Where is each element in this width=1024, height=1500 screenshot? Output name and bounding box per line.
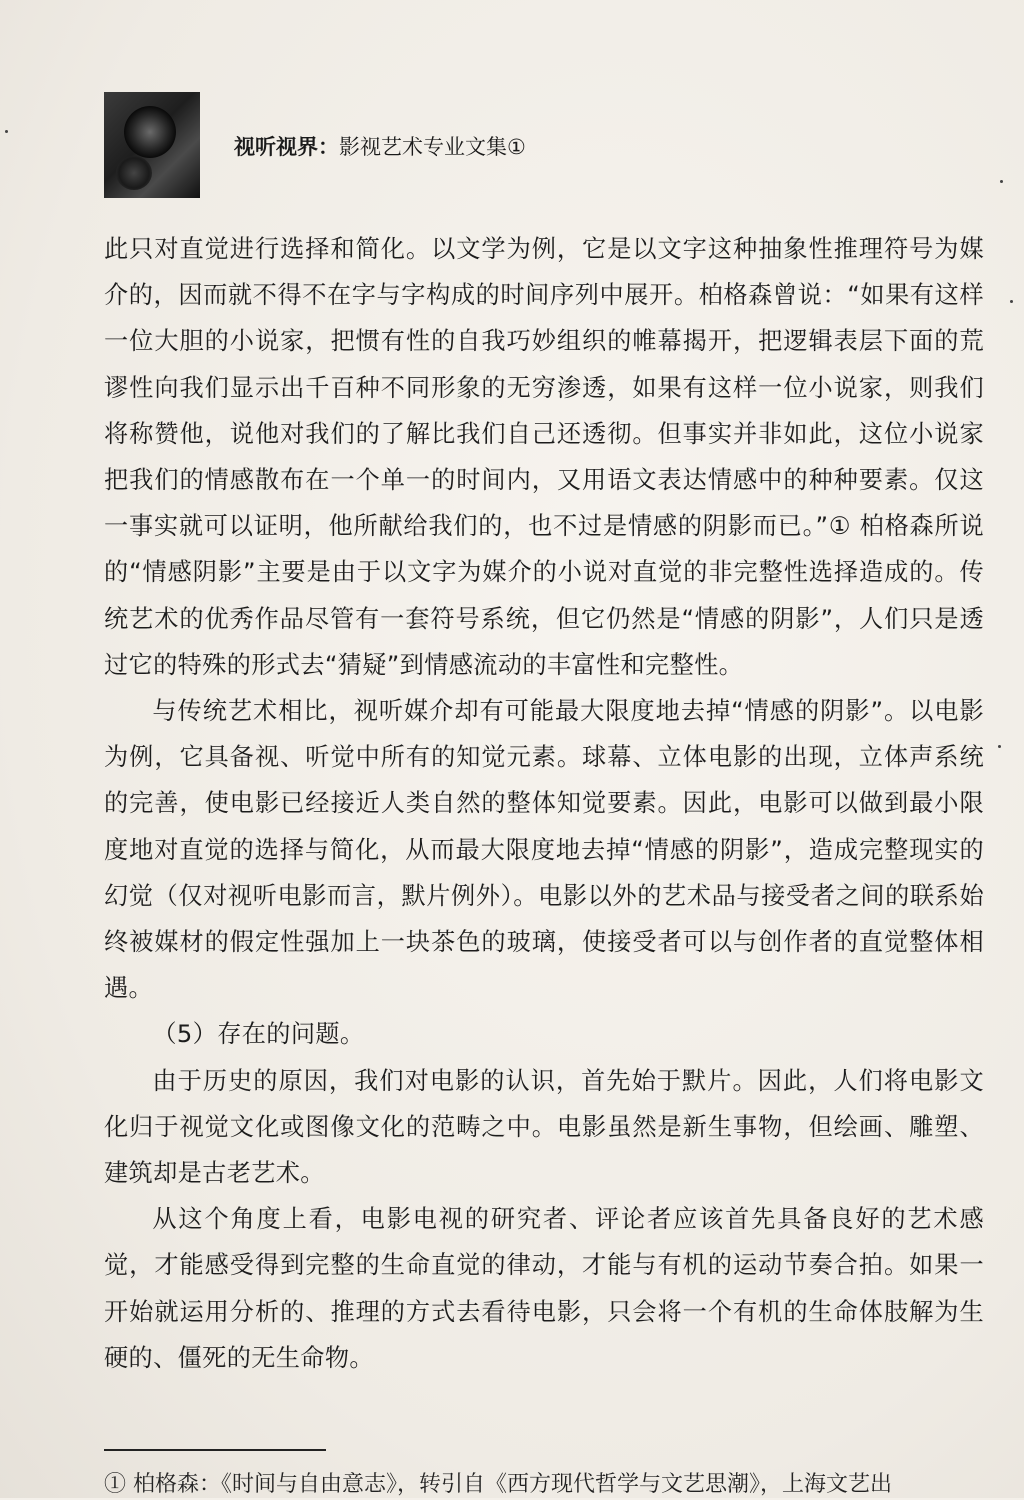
- camera-lens-small-icon: [116, 156, 152, 190]
- dust-speck: [1010, 300, 1013, 303]
- paragraph: 从这个角度上看，电影电视的研究者、评论者应该首先具备良好的艺术感觉，才能感受得到完整的生命直觉的律动，才能与有机的运动节奏合拍。如果一开始就运用分析的、推理的方式去看待电影，只会将一个有机的生命体肢解为生硬的、僵死的无生命物。: [104, 1205, 984, 1372]
- camera-photo: [104, 92, 200, 198]
- dust-speck: [5, 130, 8, 133]
- body-text: [104, 226, 984, 1381]
- footnote: ① 柏格森：《时间与自由意志》，转引自《西方现代哲学与文艺思潮》，上海文艺出: [104, 1472, 892, 1497]
- section-heading: （5）存在的问题。: [152, 1020, 365, 1049]
- dust-speck: [1000, 180, 1003, 183]
- series-subtitle: 影视艺术专业文集①: [339, 135, 526, 159]
- paragraph: 此只对直觉进行选择和简化。以文学为例，它是以文字这种抽象性推理符号为媒介的，因而就不得不在字与字构成的时间序列中展开。柏格森曾说：“如果有这样一位大胆的小说家，把惯有性的自我巧妙组织的帷幕揭开，把逻辑表层下面的荒谬性向我们显示出千百种不同形象的无穷渗透，如果有这样一位小说家，则我们将称赞他，说他对我们的了解比我们自己还透彻。但事实并非如此，这位小说家把我们的情感散布在一个单一的时间内，又用语文表达情感中的种种要素。仅这一事实就可以证明，他所献给我们的，也不过是情感的阴影而已。”① 柏格森所说的“情感阴影”主要是由于以文字为媒介的小说对直觉的非完整性选择造成的。传统艺术的优秀作品尽管有一套符号系统，但它仍然是“情感的阴影”，人们只是透过它的特殊的形式去“猜疑”到情感流动的丰富性和完整性。: [104, 235, 984, 679]
- paragraph: 与传统艺术相比，视听媒介却有可能最大限度地去掉“情感的阴影”。以电影为例，它具备视、听觉中所有的知觉元素。球幕、立体电影的出现，立体声系统的完善，使电影已经接近人类自然的整体知觉要素。因此，电影可以做到最小限度地对直觉的选择与简化，从而最大限度地去掉“情感的阴影”，造成完整现实的幻觉（仅对视听电影而言，默片例外）。电影以外的艺术品与接受者之间的联系始终被媒材的假定性强加上一块茶色的玻璃，使接受者可以与创作者的直觉整体相遇。: [104, 697, 984, 1003]
- running-header: [234, 131, 526, 161]
- series-title: 视听视界：: [234, 135, 339, 159]
- paragraph: 由于历史的原因，我们对电影的认识，首先始于默片。因此，人们将电影文化归于视觉文化或图像文化的范畴之中。电影虽然是新生事物，但绘画、雕塑、建筑却是古老艺术。: [104, 1066, 984, 1188]
- dust-speck: [998, 745, 1001, 748]
- camera-lens-icon: [124, 106, 176, 158]
- footnote-divider: [104, 1449, 326, 1451]
